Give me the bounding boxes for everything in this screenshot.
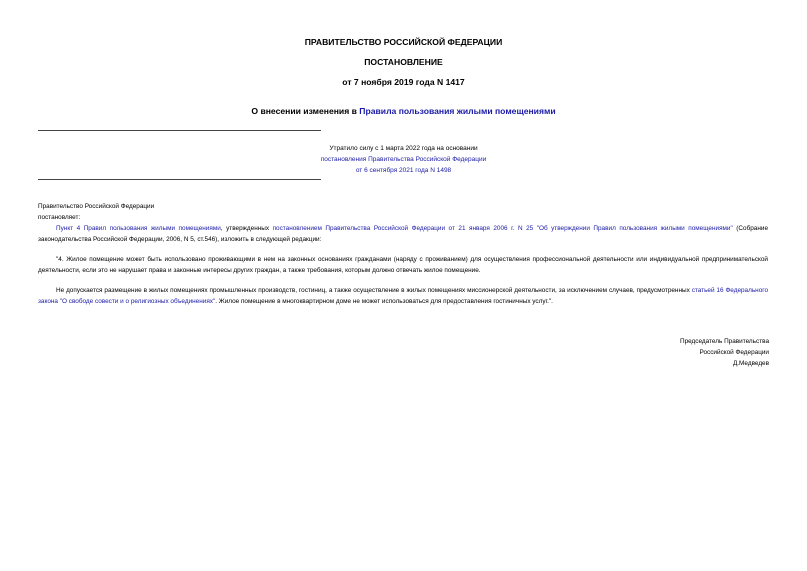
bottom-divider (38, 179, 321, 180)
title-prefix: О внесении изменения в (251, 106, 360, 116)
signature-block (569, 336, 769, 369)
document-title (0, 106, 807, 116)
signature-organization: Российской Федерации (699, 349, 769, 356)
paragraph-prohibition (38, 285, 768, 307)
paragraph-amendment-text-1: , утвержденных (220, 225, 273, 232)
paragraph-amendment-text-2: (Собрание законодательства Российской Федерации, 2006, N 5, ст.546), изложить в следующей редакции: (38, 225, 769, 243)
body-line-resolves: постановляет: (38, 214, 81, 221)
resolution-2006-link[interactable]: постановлением Правительства Российской Федерации от 21 января 2006 г. N 25 "Об утверждении Правил пользования жилыми помещениями" (272, 225, 733, 232)
signature-position: Председатель Правительства (680, 338, 769, 345)
body-line-government: Правительство Российской Федерации (38, 203, 155, 210)
lost-force-text: Утратило силу с 1 марта 2022 года на основании (329, 145, 478, 152)
date-number-heading: от 7 ноября 2019 года N 1417 (342, 77, 465, 87)
signature-name: Д.Медведев (732, 360, 769, 367)
document-type-heading: ПОСТАНОВЛЕНИЕ (364, 57, 443, 67)
rules-link[interactable]: Правила пользования жилыми помещениями (359, 106, 556, 116)
federal-law-article-16-link[interactable]: статьей 16 Федерального закона "О свободе совести и о религиозных объединениях" (38, 287, 768, 305)
document-body (38, 201, 768, 307)
paragraph-prohibition-text-1: Не допускается размещение в жилых помещениях промышленных производств, гостиниц, а также осуществление в жилых помещениях миссионерской деятельности, за исключением случаев, предусмотренных (56, 287, 692, 294)
top-divider (38, 130, 321, 131)
repeal-resolution-date-link[interactable]: от 6 сентября 2021 года N 1498 (355, 167, 452, 174)
repeal-resolution-link[interactable]: постановления Правительства Российской Федерации (320, 156, 487, 163)
paragraph-prohibition-text-2: . Жилое помещение в многоквартирном доме не может использоваться для предоставления гостиничных услуг.". (215, 298, 553, 305)
rules-point-4-link[interactable]: Пункт 4 Правил пользования жилыми помещениями (56, 225, 221, 232)
paragraph-amendment (38, 223, 768, 245)
paragraph-point-4: "4. Жилое помещение может быть использовано проживающими в нем на законных основаниях гражданами (наряду с проживанием) для осуществления профессиональной деятельности или индивидуальной предпринимательской деятельности, если это не нарушает права и законные интересы других граждан, а также требования, которым должно отвечать жилое помещение. (38, 256, 768, 274)
government-heading: ПРАВИТЕЛЬСТВО РОССИЙСКОЙ ФЕДЕРАЦИИ (304, 37, 503, 47)
lost-force-note (268, 143, 539, 176)
